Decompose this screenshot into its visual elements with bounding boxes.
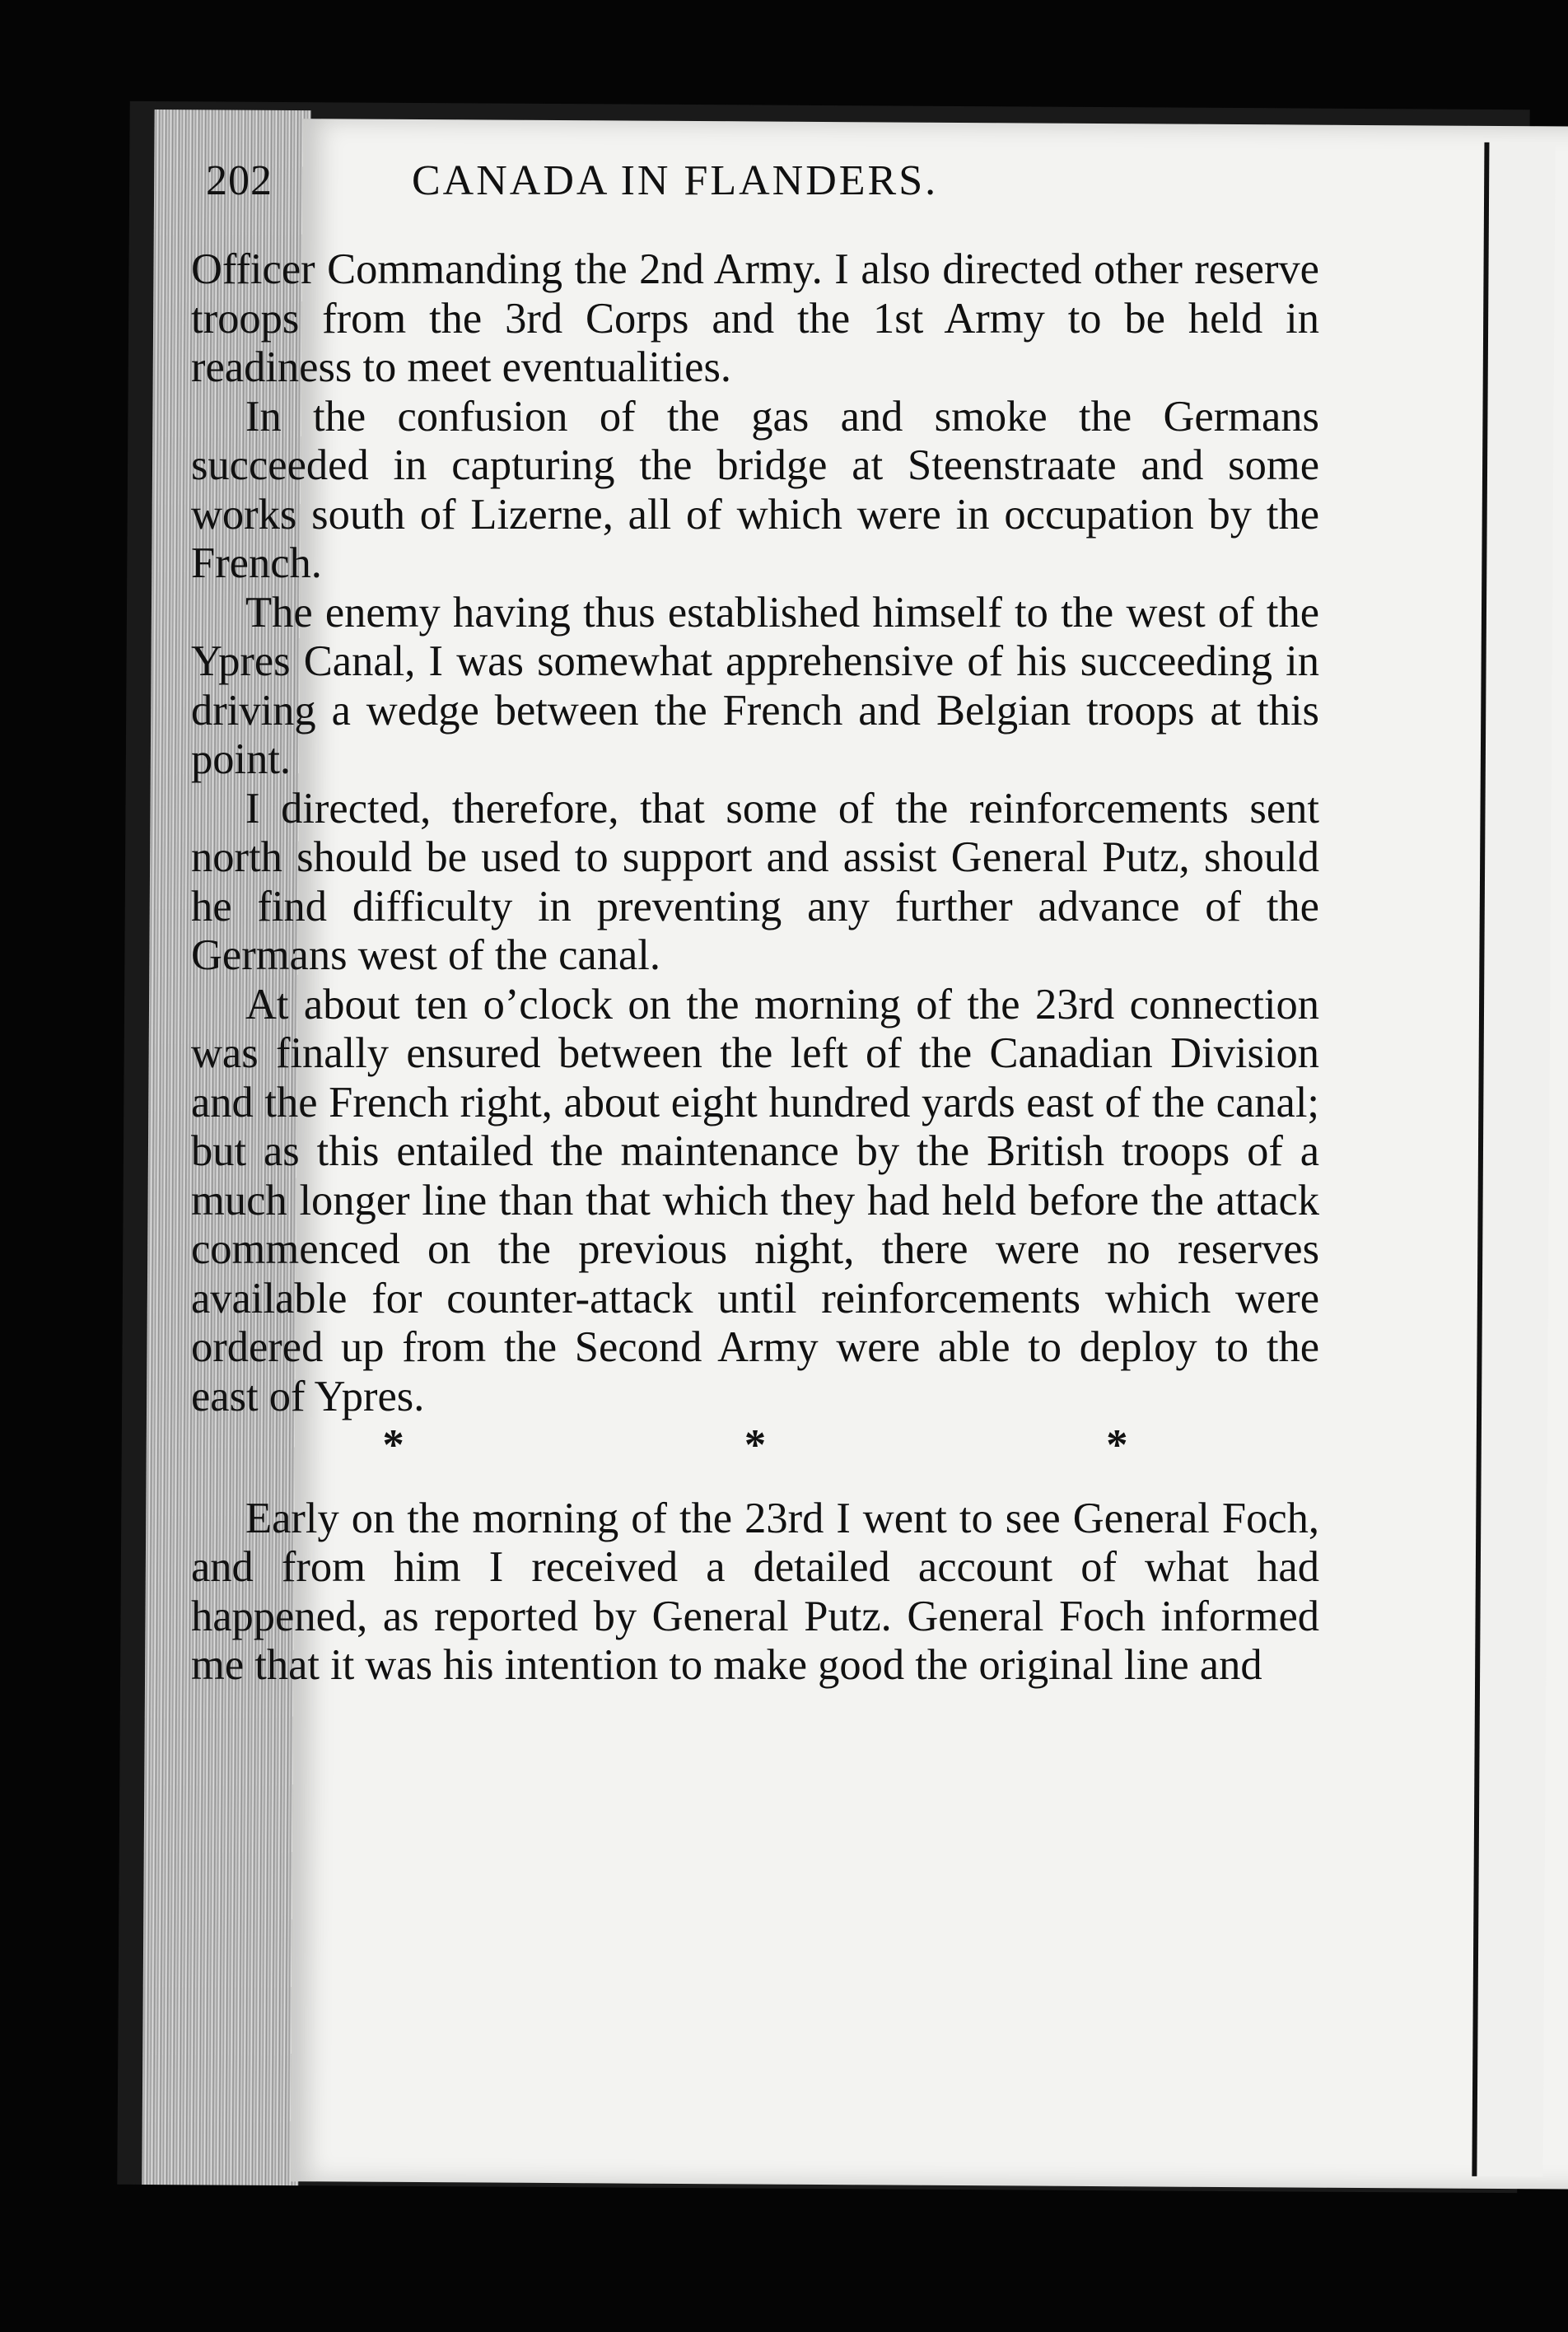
body-text	[191, 245, 1319, 1691]
paragraph-6: Early on the morning of the 23rd I went to see General Foch, and from him I received a detailed account of what had happened, as reported by General Putz. General Foch informed me that it was his intention to make good the original line and	[191, 1494, 1319, 1689]
paragraph-3: The enemy having thus established himself to the west of the Ypres Canal, I was somewhat apprehensive of his succeeding in driving a wedge between the French and Belgian troops at this point.	[191, 588, 1319, 783]
next-page-edge	[1472, 142, 1555, 2176]
paragraph-5: At about ten o’clock on the morning of the 23rd connection was finally ensured between the left of the Canadian Division and the French right, about eight hundred yards east of the canal; but as this entailed the maintenance by the British troops of a much longer line than that which they had held before the attack commenced on the previous night, there were no reserves available for counter-attack until reinforcements which were ordered up from the Second Army were able to deploy to the east of Ypres.	[191, 980, 1319, 1420]
running-title: CANADA IN FLANDERS.	[412, 157, 939, 204]
paragraph-1: Officer Commanding the 2nd Army. I also directed other reserve troops from the 3rd Corps and the 1st Army to be held in readiness to meet eventualities.	[191, 245, 1319, 391]
paragraph-4: I directed, therefore, that some of the reinforcements sent north should be used to support and assist General Putz, should he find difficulty in preventing any further advance of the Germans west of the canal.	[191, 784, 1319, 979]
section-separator: * * *	[382, 1421, 1293, 1469]
page-header	[206, 156, 1235, 222]
paragraph-2: In the confusion of the gas and smoke the Germans succeeded in capturing the bridge at Steenstraate and some works south of Lizerne, all of which were in occupation by the French.	[191, 392, 1319, 587]
page-number: 202	[206, 157, 273, 204]
